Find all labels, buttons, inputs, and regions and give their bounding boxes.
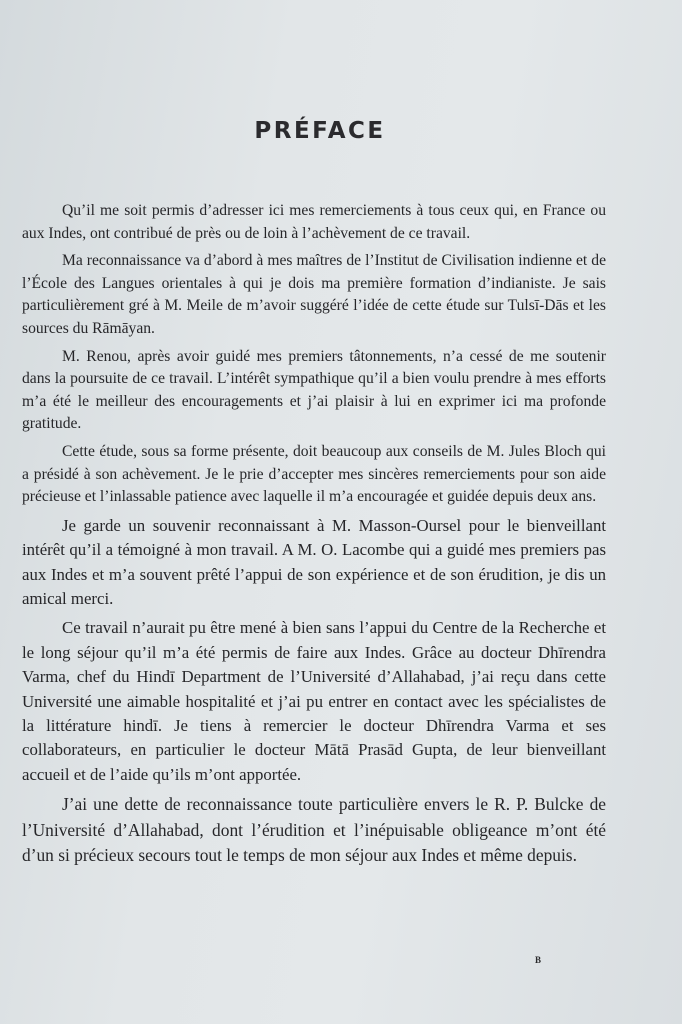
paragraph: M. Renou, après avoir guidé mes premiers tâtonnements, n’a cessé de me soutenir dans la poursuite de ce travail. L’intérêt sympathique qu’il a bien voulu prendre à mes efforts m’a été le meilleur des encouragements et j’ai plaisir à lui en exprimer ici ma profonde gratitude. (22, 347, 606, 433)
preface-body (22, 200, 606, 873)
paragraph: Je garde un souvenir reconnaissant à M. Masson-Oursel pour le bienveillant intérêt qu’il a témoigné à mon travail. A M. O. Lacombe qui a guidé mes premiers pas aux Indes et m’a souvent prêté l’appui de son expérience et de son érudition, je dis un amical merci. (22, 515, 606, 608)
paragraph: Ma reconnaissance va d’abord à mes maîtres de l’Institut de Civilisation indienne et de l’École des Langues orientales à qui je dois ma première formation d’indianiste. Je sais particulièrement gré à M. Meile de m’avoir suggéré l’idée de cette étude sur Tulsī-Dās et les sources du Rāmāyan. (22, 252, 606, 337)
paragraph: Cette étude, sous sa forme présente, doit beaucoup aux conseils de M. Jules Bloch qui a présidé à son achèvement. Je le prie d’accepter mes sincères remerciements pour son aide précieuse et l’inlassable patience avec laquelle il m’a encouragée et guidée depuis deux ans. (22, 442, 606, 506)
paragraph: Qu’il me soit permis d’adresser ici mes remerciements à tous ceux qui, en France ou aux Indes, ont contribué de près ou de loin à l’achèvement de ce travail. (22, 202, 606, 242)
signature-mark: B (535, 955, 542, 965)
paragraph: J’ai une dette de reconnaissance toute particulière envers le R. P. Bulcke de l’Université d’Allahabad, dont l’érudition et l’inépuisable obligeance m’ont été d’un si précieux secours tout le temps de mon séjour aux Indes et même depuis. (22, 794, 606, 865)
page-title: PRÉFACE (254, 118, 386, 144)
paragraph: Ce travail n’aurait pu être mené à bien sans l’appui du Centre de la Recherche et le long séjour qu’il m’a été permis de faire aux Indes. Grâce au docteur Dhīrendra Varma, chef du Hindī Department de l’Université d’Allahabad, j’ai reçu dans cette Université une aimable hospitalité et j’ai pu entrer en contact avec les spécialistes de la littérature hindī. Je tiens à remercier le docteur Dhīrendra Varma et ses collaborateurs, en particulier le docteur Mātā Prasād Gupta, de leur bienveillant accueil et de l’aide qu’ils m’ont apportée. (22, 618, 606, 784)
